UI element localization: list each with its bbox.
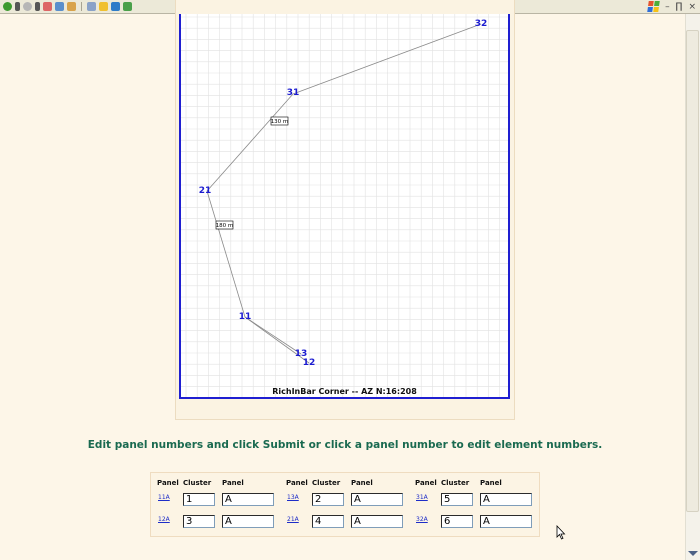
panel-input[interactable] — [222, 493, 274, 506]
restore-icon[interactable]: ∏ — [675, 1, 683, 12]
cluster-input[interactable] — [441, 493, 473, 506]
panel-number-link[interactable]: 12A — [158, 516, 170, 523]
cluster-input[interactable] — [183, 493, 215, 506]
distance-label — [271, 117, 289, 125]
cluster-input[interactable] — [312, 493, 344, 506]
mouse-cursor-icon — [556, 525, 566, 540]
column-header-cluster: Cluster — [312, 479, 341, 487]
favorites-icon[interactable] — [99, 2, 108, 11]
map-caption: RichInBar Corner -- AZ N:16:208 — [272, 387, 417, 396]
site-map — [179, 14, 510, 399]
panel-input[interactable] — [351, 493, 403, 506]
panel-number-link[interactable]: 11A — [158, 494, 170, 501]
column-header-panel: Panel — [286, 479, 308, 487]
panel-group — [286, 473, 406, 536]
panel-number-link[interactable]: 13A — [287, 494, 299, 501]
map-connector-line — [207, 191, 245, 317]
map-point-label: 12 — [302, 358, 316, 368]
map-point-label: 21 — [198, 186, 212, 196]
dropdown-icon[interactable] — [35, 2, 40, 11]
column-header-cluster: Cluster — [441, 479, 470, 487]
refresh-icon[interactable] — [55, 2, 64, 11]
cluster-input[interactable] — [312, 515, 344, 528]
column-header-panel: Panel — [415, 479, 437, 487]
windows-logo-icon — [647, 1, 660, 12]
back-icon[interactable] — [3, 2, 12, 11]
history-icon[interactable] — [123, 2, 132, 11]
panel-input[interactable] — [222, 515, 274, 528]
column-header-panel: Panel — [351, 479, 373, 487]
map-point-label: 13 — [294, 349, 308, 359]
distance-label — [216, 221, 234, 229]
svg-text:180 m: 180 m — [215, 223, 234, 230]
svg-text:130 m: 130 m — [270, 119, 289, 126]
column-header-panel: Panel — [157, 479, 179, 487]
panel-input[interactable] — [480, 515, 532, 528]
panel-input[interactable] — [480, 493, 532, 506]
panel-group — [157, 473, 277, 536]
stop-icon[interactable] — [43, 2, 52, 11]
vertical-scrollbar[interactable] — [685, 14, 700, 560]
panel-group — [415, 473, 535, 536]
panel-number-link[interactable]: 32A — [416, 516, 428, 523]
panel-input[interactable] — [351, 515, 403, 528]
column-header-panel: Panel — [222, 479, 244, 487]
home-icon[interactable] — [67, 2, 76, 11]
dropdown-icon[interactable] — [15, 2, 20, 11]
map-connector-line — [293, 24, 481, 94]
panel-number-link[interactable]: 21A — [287, 516, 299, 523]
cluster-input[interactable] — [183, 515, 215, 528]
column-header-cluster: Cluster — [183, 479, 212, 487]
search-icon[interactable] — [87, 2, 96, 11]
map-point-label: 31 — [286, 88, 300, 98]
panel-number-link[interactable]: 31A — [416, 494, 428, 501]
cluster-input[interactable] — [441, 515, 473, 528]
media-icon[interactable] — [111, 2, 120, 11]
close-icon[interactable]: × — [688, 1, 696, 12]
forward-icon[interactable] — [23, 2, 32, 11]
minimize-icon[interactable]: – — [665, 1, 670, 12]
column-header-panel: Panel — [480, 479, 502, 487]
map-canvas — [181, 14, 508, 399]
map-point-label: 11 — [238, 312, 252, 322]
panel-form — [150, 472, 540, 537]
map-point-label: 32 — [474, 19, 488, 29]
scroll-down-arrow-icon[interactable] — [688, 551, 698, 556]
instruction-text: Edit panel numbers and click Submit or click a panel number to edit element numbers. — [87, 439, 603, 451]
